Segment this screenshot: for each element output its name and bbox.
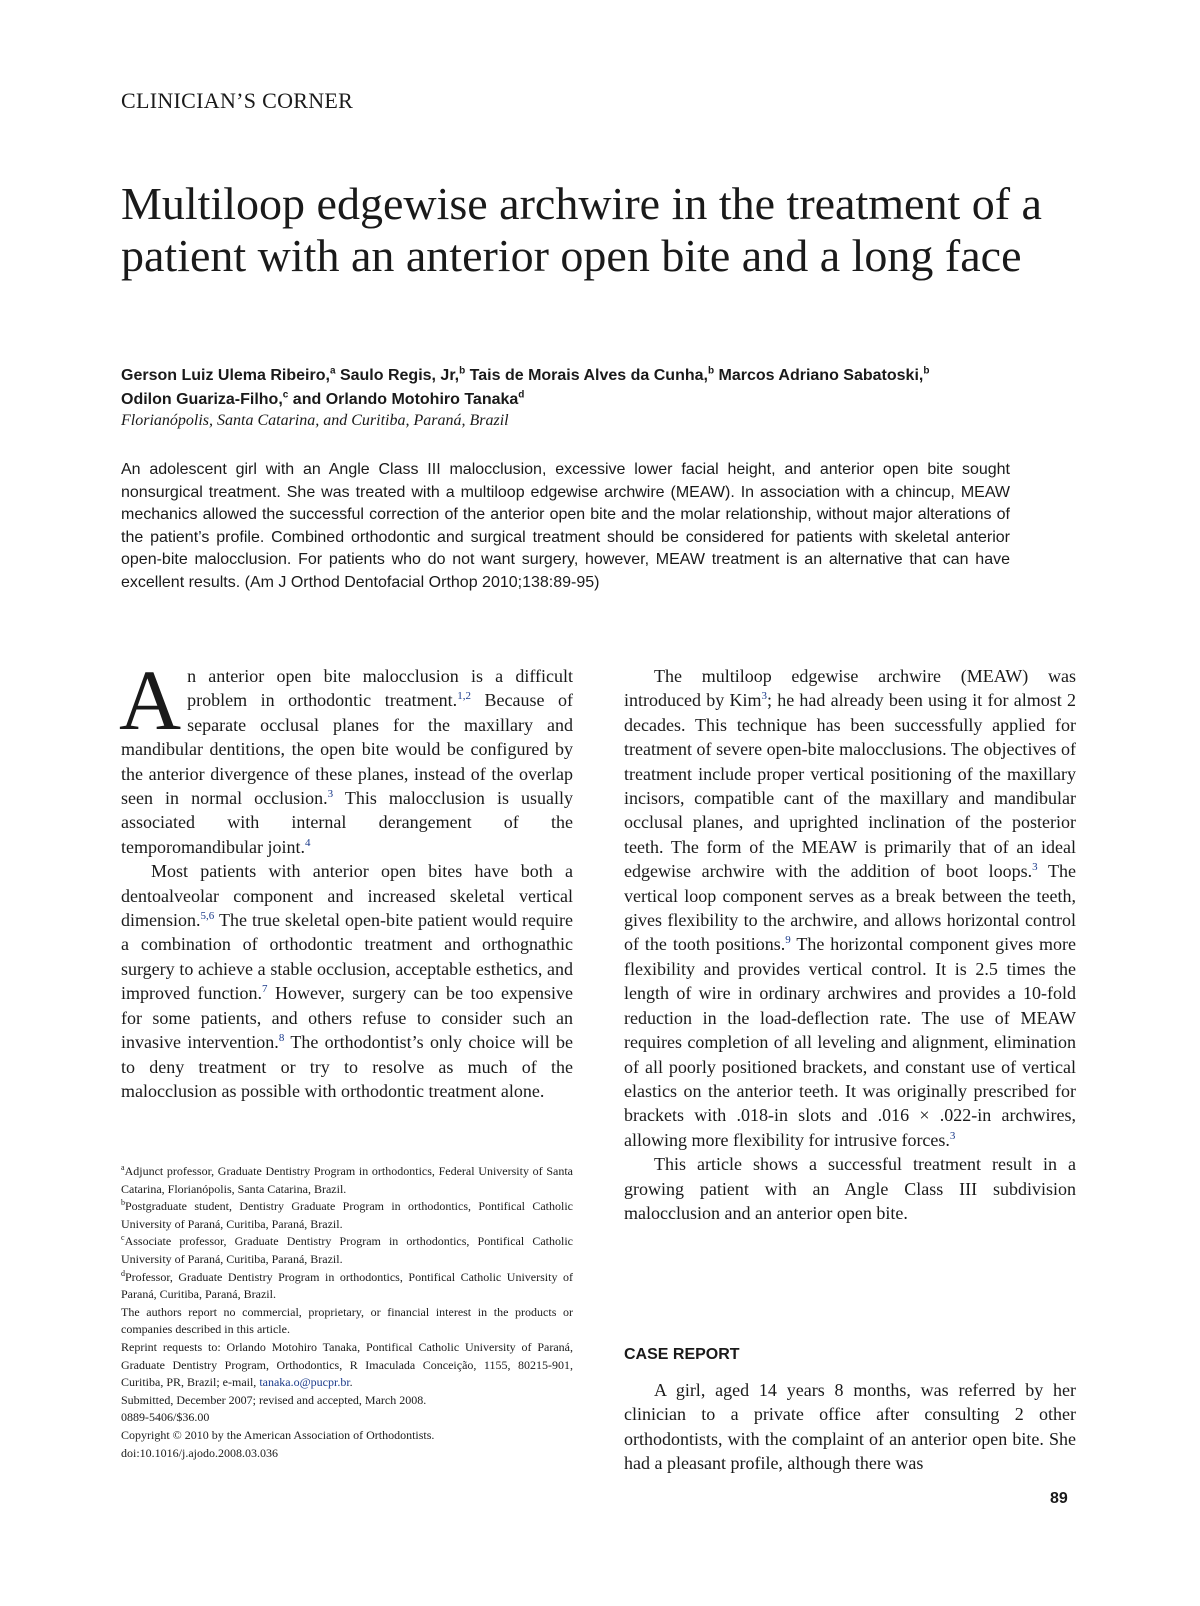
- drop-cap: A: [119, 652, 182, 748]
- reference-mark[interactable]: 3: [327, 788, 334, 801]
- author-name: Gerson Luiz Ulema Ribeiro,: [121, 367, 330, 384]
- reference-mark[interactable]: 3: [761, 690, 767, 703]
- affiliation-line: Florianópolis, Santa Catarina, and Curitiba, Paraná, Brazil: [121, 412, 509, 429]
- footnote-b: $^b$Postgraduate student, Dentistry Graduate Program in orthodontics, Pontifical Catholic University of Paraná, Curitiba, Paraná, Brazil.: [121, 1198, 573, 1231]
- affiliation-mark: b: [923, 365, 930, 377]
- footnotes: [121, 1163, 573, 1462]
- reference-mark[interactable]: 3: [1032, 861, 1038, 874]
- issn-line: 0889-5406/$36.00: [121, 1410, 210, 1425]
- copyright-line: Copyright © 2010 by the American Association of Orthodontists.: [121, 1427, 435, 1442]
- reference-mark[interactable]: 5,6: [200, 910, 215, 923]
- intro-text: n anterior open bite malocclusion is a difficult problem in orthodontic treatment.$^{1,2}$ Because of separate occlusal planes for the maxillary and mandibular dentitions, the open bite would be configured by the anterior divergence of these planes, instead of the overlap seen in normal occlusion.$^3$ This malocclusion is usually associated with internal derangement of the temporomandibular joint.$^4$: [121, 666, 573, 857]
- article-title: Multiloop edgewise archwire in the treatment of a patient with an anterior open bite and a long face: [121, 178, 1042, 281]
- disclosure-note: The authors report no commercial, proprietary, or financial interest in the products or companies described in this article.: [121, 1304, 573, 1337]
- meaw-paragraph: The multiloop edgewise archwire (MEAW) was introduced by Kim$^3$; he had already been using it for almost 2 decades. This technique has been successfully applied for treatment of severe open-bite malocclusions. The objectives of treatment include proper vertical positioning of the maxillary incisors, compatible cant of the maxillary and mandibular occlusal planes, and uprighted inclination of the posterior teeth. The form of the MEAW is primarily that of an ideal edgewise archwire with the addition of boot loops.$^3$ The vertical loop component serves as a break between the teeth, gives flexibility to the archwire, and allows horizontal control of the tooth positions.$^9$ The horizontal component gives more flexibility and provides vertical control. It is 2.5 times the length of wire in ordinary archwires and provides a 10-fold reduction in the load-deflection rate. The use of MEAW requires completion of all leveling and alignment, elimination of all poorly positioned brackets, and constant use of vertical elastics on the anterior teeth. It was originally prescribed for brackets with .018-in slots and .016 × .022-in archwires, allowing more flexibility for intrusive forces.$^3$: [624, 666, 1076, 1150]
- author-name: Tais de Morais Alves da Cunha,: [469, 367, 708, 384]
- affiliation-mark: d: [518, 389, 525, 401]
- case-report-paragraph: A girl, aged 14 years 8 months, was referred by her clinician to a private office after consulting 2 other orthodontists, with the complaint of an anterior open bite. She had a pleasant profile, although there was: [624, 1380, 1076, 1474]
- reference-mark[interactable]: 9: [785, 934, 791, 947]
- affiliation-mark: b: [459, 365, 466, 377]
- reference-mark[interactable]: 8: [278, 1032, 285, 1045]
- reference-mark[interactable]: 1,2: [457, 690, 471, 703]
- affiliation-mark: c: [282, 389, 289, 401]
- reference-mark[interactable]: 7: [262, 983, 268, 996]
- case-report-column: [624, 1378, 1076, 1476]
- author-name: Saulo Regis, Jr,: [339, 367, 460, 384]
- footnote-d: $^d$Professor, Graduate Dentistry Program in orthodontics, Pontifical Catholic University of Paraná, Curitiba, Paraná, Brazil.: [121, 1268, 573, 1302]
- doi-line: doi:10.1016/j.ajodo.2008.03.036: [121, 1445, 278, 1460]
- reference-mark[interactable]: 4: [304, 836, 311, 849]
- case-report-heading: CASE REPORT: [624, 1346, 740, 1363]
- page-number: 89: [1050, 1490, 1068, 1507]
- article-aim-paragraph: This article shows a successful treatment result in a growing patient with an Angle Class III subdivision malocclusion and an anterior open bite.: [624, 1154, 1076, 1223]
- author-name: and Orlando Motohiro Tanaka: [292, 391, 519, 408]
- author-name: Marcos Adriano Sabatoski,: [718, 367, 924, 384]
- reprint-note: Reprint requests to: Orlando Motohiro Tanaka, Pontifical Catholic University of Paraná, Graduate Dentistry Program, Orthodontics, R Imaculada Conceição, 1155, 80215-901, Curitiba, PR, Brazil; e-mail, tanaka.o@pucpr.br.: [121, 1339, 573, 1390]
- email-link[interactable]: tanaka.o@pucpr.br: [259, 1375, 350, 1390]
- footnote-a: $^a$Adjunct professor, Graduate Dentistry Program in orthodontics, Federal University of Santa Catarina, Florianópolis, Santa Catarina, Brazil.: [121, 1163, 573, 1196]
- abstract: An adolescent girl with an Angle Class III malocclusion, excessive lower facial height, and anterior open bite sought nonsurgical treatment. She was treated with a multiloop edgewise archwire (MEAW). In association with a chincup, MEAW mechanics allowed the successful correction of the anterior open bite and the molar relationship, without major alterations of the patient’s profile. Combined orthodontic and surgical treatment should be considered for patients with skeletal anterior open-bite malocclusion. For patients who do not want surgery, however, MEAW treatment is an alternative that can have excellent results. (Am J Orthod Dentofacial Orthop 2010;138:89-95): [121, 461, 1010, 591]
- author-name: Odilon Guariza-Filho,: [121, 391, 283, 408]
- affiliation-mark: b: [707, 365, 715, 377]
- intro-paragraph: [119, 652, 573, 859]
- author-list: [121, 364, 1081, 412]
- section-label: CLINICIAN’S CORNER: [121, 88, 354, 113]
- affiliation-mark: a: [329, 365, 336, 377]
- footnote-c: $^c$Associate professor, Graduate Dentistry Program in orthodontics, Pontifical Catholic University of Paraná, Curitiba, Paraná, Brazil.: [121, 1233, 573, 1266]
- submission-dates: Submitted, December 2007; revised and accepted, March 2008.: [121, 1392, 427, 1407]
- body-right-column: [624, 664, 1076, 1225]
- body-left-column: [119, 652, 573, 1103]
- reference-mark[interactable]: 3: [949, 1129, 956, 1142]
- body-paragraph-2: Most patients with anterior open bites have both a dentoalveolar component and increased skeletal vertical dimension.$^{5,6}$ The true skeletal open-bite patient would require a combination of orthodontic treatment and orthognathic surgery to achieve a stable occlusion, acceptable esthetics, and improved function.$^7$ However, surgery can be too expensive for some patients, and others refuse to consider such an invasive intervention.$^8$ The orthodontist’s only choice will be to deny treatment or try to resolve as much of the malocclusion as possible with orthodontic treatment alone.: [121, 861, 573, 1101]
